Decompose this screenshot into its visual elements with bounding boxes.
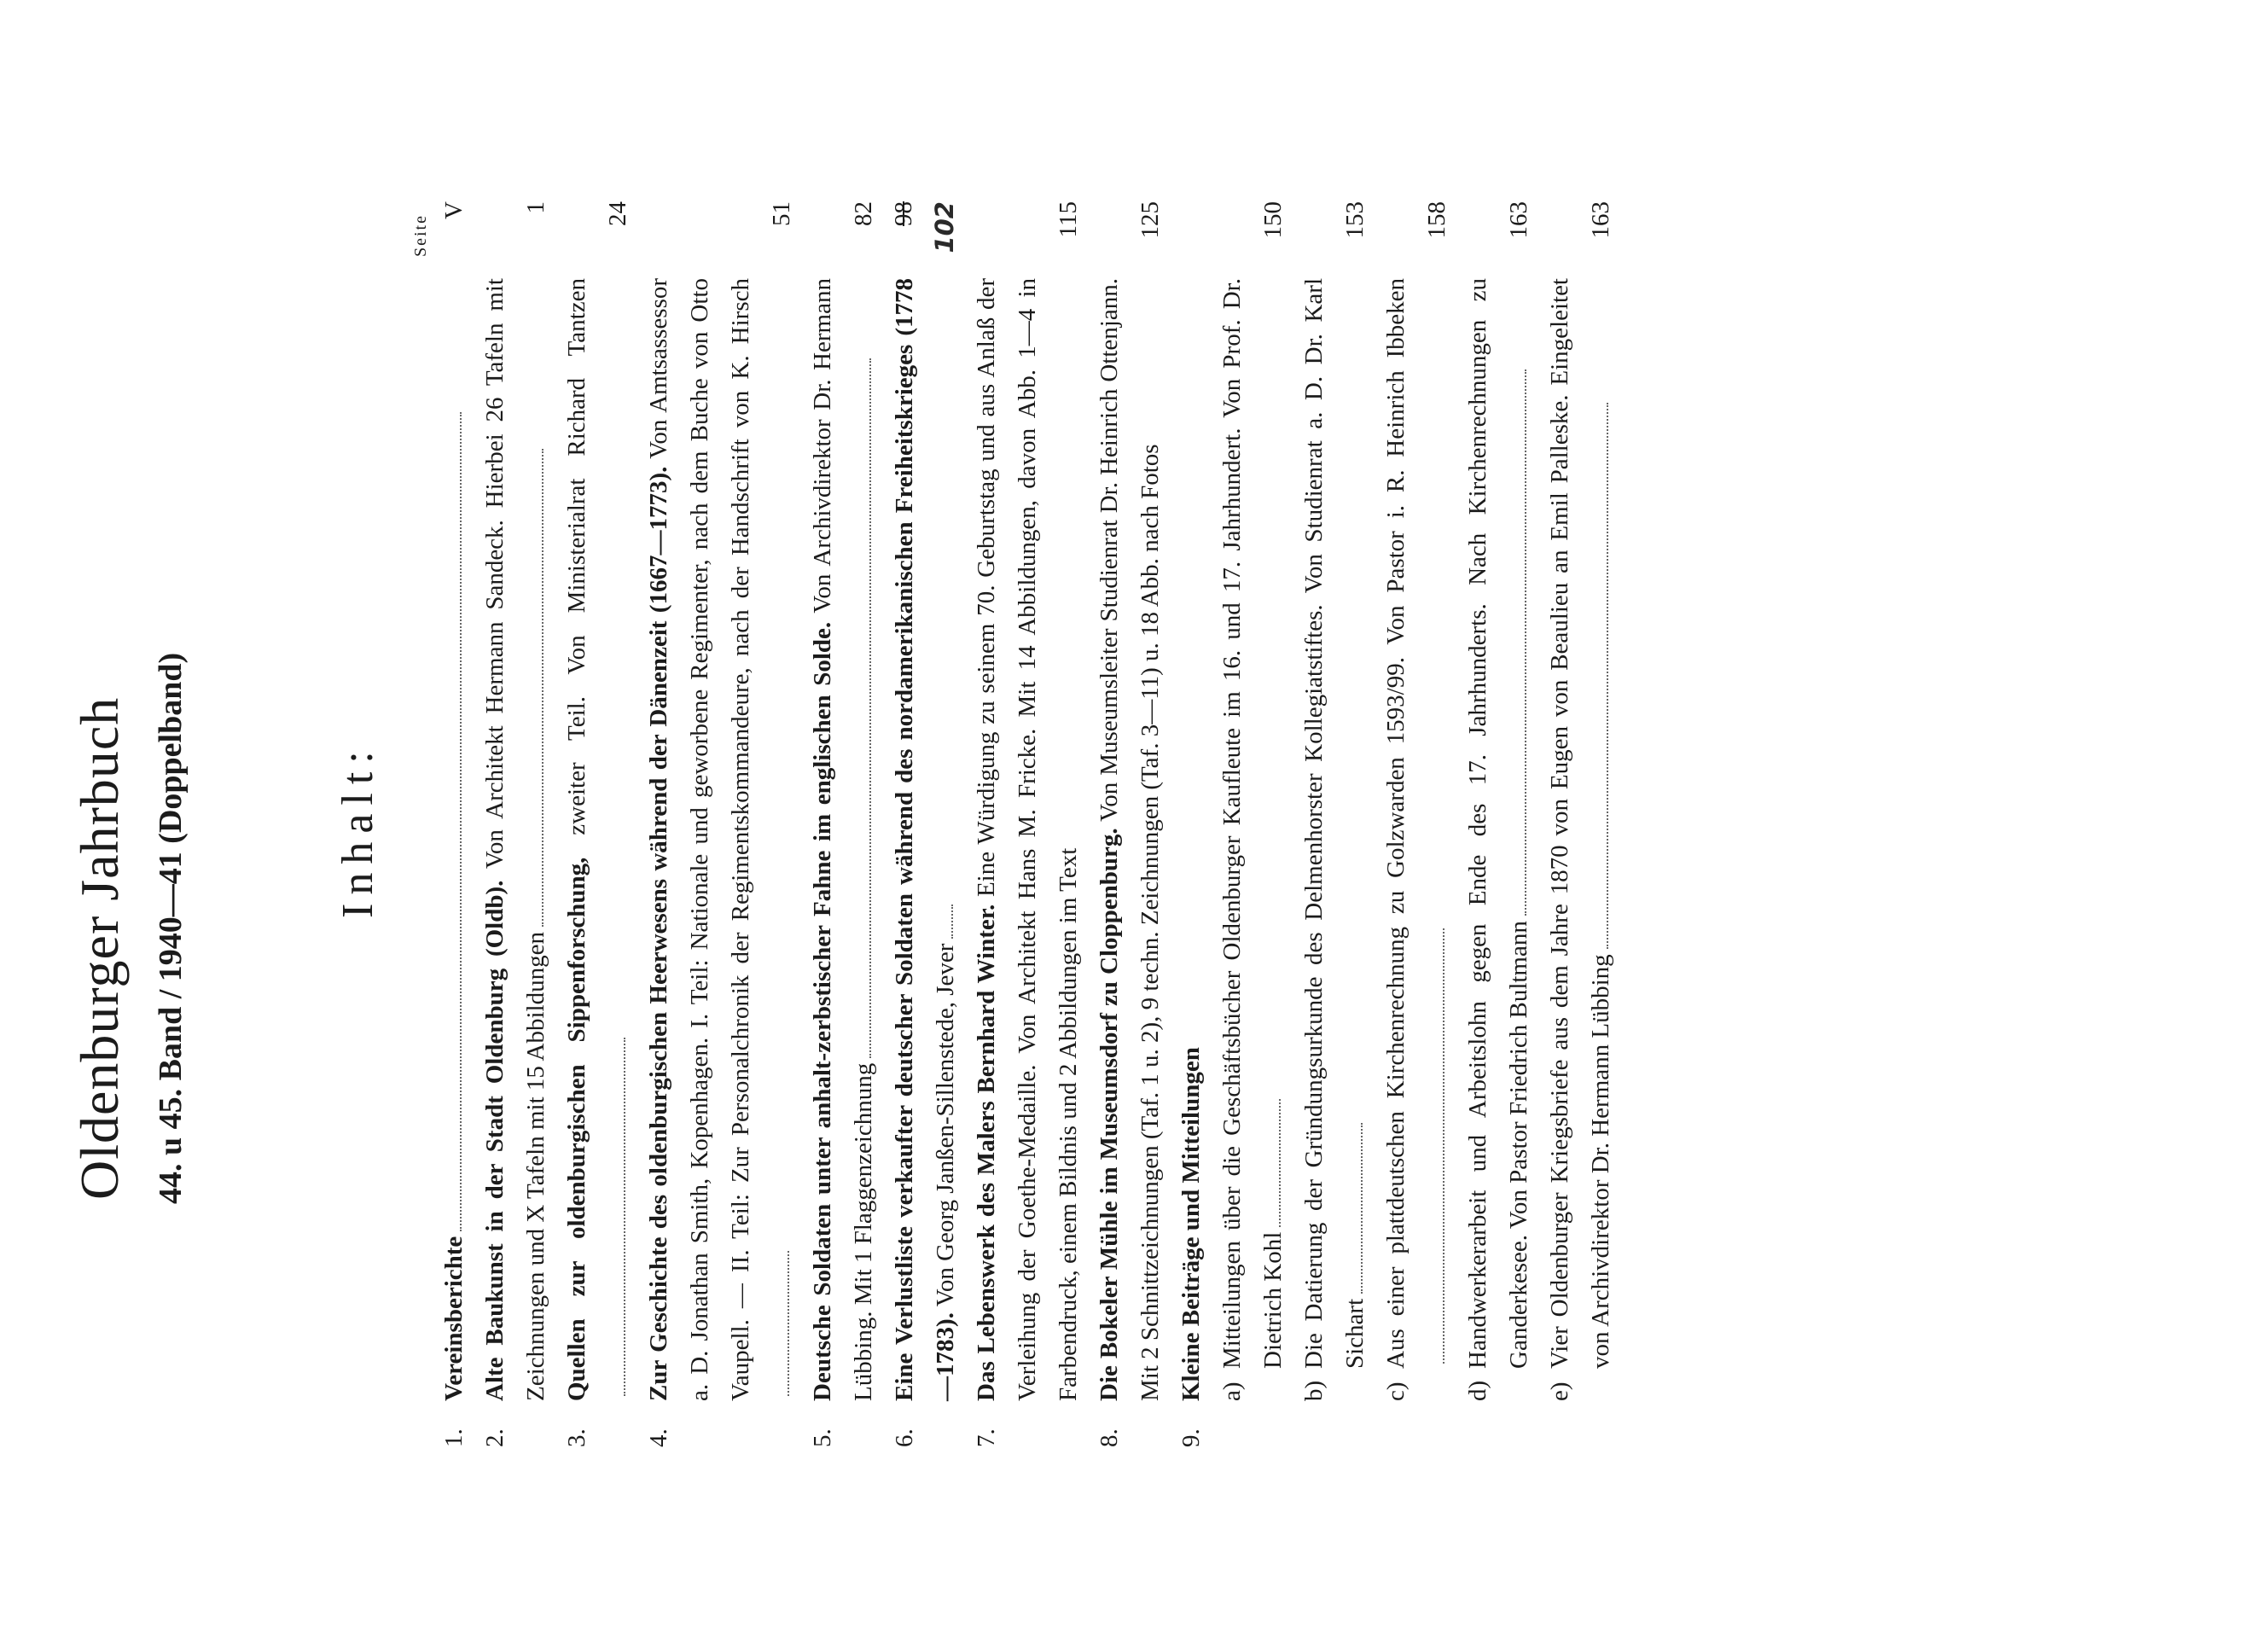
entry-title: Zur Geschichte des oldenburgischen Heerwesens während der Dänenzeit (1667—1773). — [645, 466, 672, 1401]
subentry-letter: e) — [1546, 1382, 1573, 1401]
dot-leader — [1436, 928, 1444, 1364]
table-of-contents — [433, 201, 1621, 1447]
entry-number: 1. — [440, 1428, 468, 1447]
dot-leader — [453, 412, 462, 1231]
dot-leader — [863, 358, 871, 1058]
toc-entry-7 — [966, 201, 1089, 1447]
subentry-letter: d) — [1464, 1380, 1491, 1401]
entry-number: 2. — [481, 1428, 509, 1447]
subentry-text — [1212, 278, 1293, 1369]
dot-leader — [1272, 1099, 1281, 1227]
toc-entry-6 — [884, 201, 966, 1447]
dot-leader — [1600, 403, 1608, 949]
entry-title: Kleine Beiträge und Mitteilungen — [1177, 1047, 1205, 1401]
entry-description: zweiter Teil. Von Ministerialrat Richard Tantzen — [563, 278, 590, 858]
struck-page-number: 98 — [890, 201, 917, 226]
entry-description: Von Amtsassessor a. D. Jonathan Smith, Kopenhagen. I. Teil: Nationale und geworbene Regimenter, nach dem Buche von Otto Vaupell. — II. Teil: Zur Personalchronik der Regimentskommandeure, nach der Handschrift von K. Hirsch — [645, 277, 754, 1401]
rotated-document-page — [51, 201, 1877, 1447]
dot-leader — [945, 905, 953, 939]
entry-description: Von Museumsleiter Studienrat Dr. Heinrich Ottenjann. Mit 2 Schnittzeichnungen (Taf. 1 u. 2), 9 techn. Zeichnungen (Taf. 3—11) u. 18 Abb. nach Fotos — [1096, 278, 1164, 1401]
subentry-text — [1293, 278, 1375, 1369]
entry-number: 5. — [809, 1428, 836, 1447]
toc-entry-2 — [474, 201, 556, 1447]
entry-page-number: 115 — [1055, 201, 1082, 238]
toc-entry-5 — [802, 201, 884, 1447]
entry-description: Von Architekt Hermann Sandeck. Hierbei 26 Tafeln mit Zeichnungen und X Tafeln mit 15 Abbildungen — [481, 278, 549, 1401]
subentry-description: Die Datierung der Gründungsurkunde des Delmenhorster Kollegiatstiftes. Von Studienrat a. D. Dr. Karl Sichart — [1300, 278, 1369, 1369]
subentry-text — [1539, 278, 1621, 1369]
entry-title: Deutsche Soldaten unter anhalt-zerbstischer Fahne im englischen Solde. — [809, 621, 836, 1401]
subentry-description: Vier Oldenburger Kriegsbriefe aus dem Jahre 1870 von Eugen von Beaulieu an Emil Palleske. Eingeleitet von Archivdirektor Dr. Hermann Lübbing — [1546, 278, 1614, 1369]
dot-leader — [1354, 1123, 1363, 1294]
subentry-text — [1457, 278, 1539, 1369]
entry-page-number: 1 — [522, 201, 549, 214]
entry-page-number — [883, 201, 966, 278]
entry-text — [474, 278, 556, 1401]
subentry-page-number: 153 — [1341, 201, 1369, 239]
subentry-letter: c) — [1382, 1382, 1410, 1401]
subentry-page-number: 163 — [1505, 201, 1532, 239]
subentry-page-number: 150 — [1259, 201, 1287, 239]
subentry-page-number: 158 — [1423, 201, 1450, 239]
entry-number: 4. — [645, 1428, 672, 1447]
subentry-page-number: 163 — [1587, 201, 1614, 239]
toc-subentry-d — [1457, 201, 1539, 1447]
entry-title: Eine Verlustliste verkaufter deutscher Soldaten während des nordamerikanischen Freiheitskrieges (1778—1783). — [891, 278, 959, 1401]
entry-number: 6. — [891, 1428, 918, 1447]
entry-page-number: 82 — [850, 201, 877, 226]
dot-leader — [617, 1038, 625, 1396]
entry-description: Von Archivdirektor Dr. Hermann Lübbing. Mit 1 Flaggenzeichnung — [809, 278, 877, 1401]
entry-number: 7. — [973, 1428, 1000, 1447]
entry-text — [802, 278, 884, 1401]
toc-entry-1 — [433, 201, 474, 1447]
entry-text — [1171, 278, 1212, 1401]
entry-text — [638, 278, 802, 1401]
entry-title: Das Lebenswerk des Malers Bernhard Winter. — [973, 904, 1000, 1401]
entry-text — [556, 278, 638, 1401]
subentry-description: Mitteilungen über die Geschäftsbücher Oldenburger Kaufleute im 16. und 17. Jahrhundert. Von Prof. Dr. Dietrich Kohl — [1218, 278, 1287, 1369]
entry-title: Quellen zur oldenburgischen Sippenforschung, — [563, 857, 590, 1401]
entry-page-number: 24 — [604, 201, 631, 226]
entry-page-number: 51 — [768, 201, 795, 226]
entry-title: Die Bokeler Mühle im Museumsdorf zu Cloppenburg. — [1096, 828, 1123, 1401]
toc-entry-8 — [1089, 201, 1171, 1447]
entry-description: Eine Würdigung zu seinem 70. Geburtstag und aus Anlaß der Verleihung der Goethe-Medaille. Von Architekt Hans M. Fricke. Mit 14 Abbildungen, davon Abb. 1—4 in Farbendruck, einem Bildnis und 2 Abbildungen im Text — [973, 278, 1082, 1401]
toc-entry-9 — [1171, 201, 1212, 1447]
subentry-letter: a) — [1218, 1382, 1246, 1401]
document-title: Oldenburger Jahrbuch — [69, 696, 130, 1200]
page-column-label: Seite — [411, 214, 430, 257]
entry-text — [884, 278, 966, 1401]
toc-subentry-b — [1293, 201, 1375, 1447]
entry-text — [433, 278, 474, 1401]
subentry-description: Aus einer plattdeutschen Kirchenrechnung zu Golzwarden 1593/99. Von Pastor i. R. Heinrich Ibbeken — [1382, 278, 1410, 1369]
subentry-description: Handwerkerarbeit und Arbeitslohn gegen Ende des 17. Jahrhunderts. Nach Kirchenrechnungen zu Ganderkesee. Von Pastor Friedrich Bultmann — [1464, 278, 1532, 1369]
entry-title: Alte Baukunst in der Stadt Oldenburg (Oldb). — [481, 880, 509, 1401]
entry-page-number: V — [440, 201, 468, 219]
dot-leader — [535, 449, 543, 927]
entry-number: 3. — [563, 1428, 590, 1447]
toc-entry-3 — [556, 201, 638, 1447]
contents-heading: Inhalt: — [334, 742, 382, 918]
toc-entry-4 — [638, 201, 802, 1447]
dot-leader — [781, 1251, 789, 1396]
entry-description: Von Georg Janßen-Sillenstede, Jever — [932, 943, 959, 1313]
entry-number: 9. — [1177, 1428, 1205, 1447]
entry-number: 8. — [1096, 1428, 1123, 1447]
dot-leader — [1518, 369, 1526, 916]
toc-subentry-c — [1375, 201, 1457, 1447]
toc-subentry-a — [1212, 201, 1293, 1447]
subentry-letter: b) — [1300, 1380, 1328, 1401]
subentry-text — [1375, 278, 1457, 1369]
toc-subentry-e — [1539, 201, 1621, 1447]
document-subtitle: 44. u 45. Band / 1940—41 (Doppelband) — [153, 652, 189, 1204]
entry-text — [966, 278, 1089, 1401]
entry-title: Vereinsberichte — [440, 1236, 468, 1401]
entry-text — [1089, 278, 1171, 1401]
entry-page-number: 125 — [1136, 201, 1164, 239]
handwritten-page-number: 102 — [930, 201, 959, 253]
